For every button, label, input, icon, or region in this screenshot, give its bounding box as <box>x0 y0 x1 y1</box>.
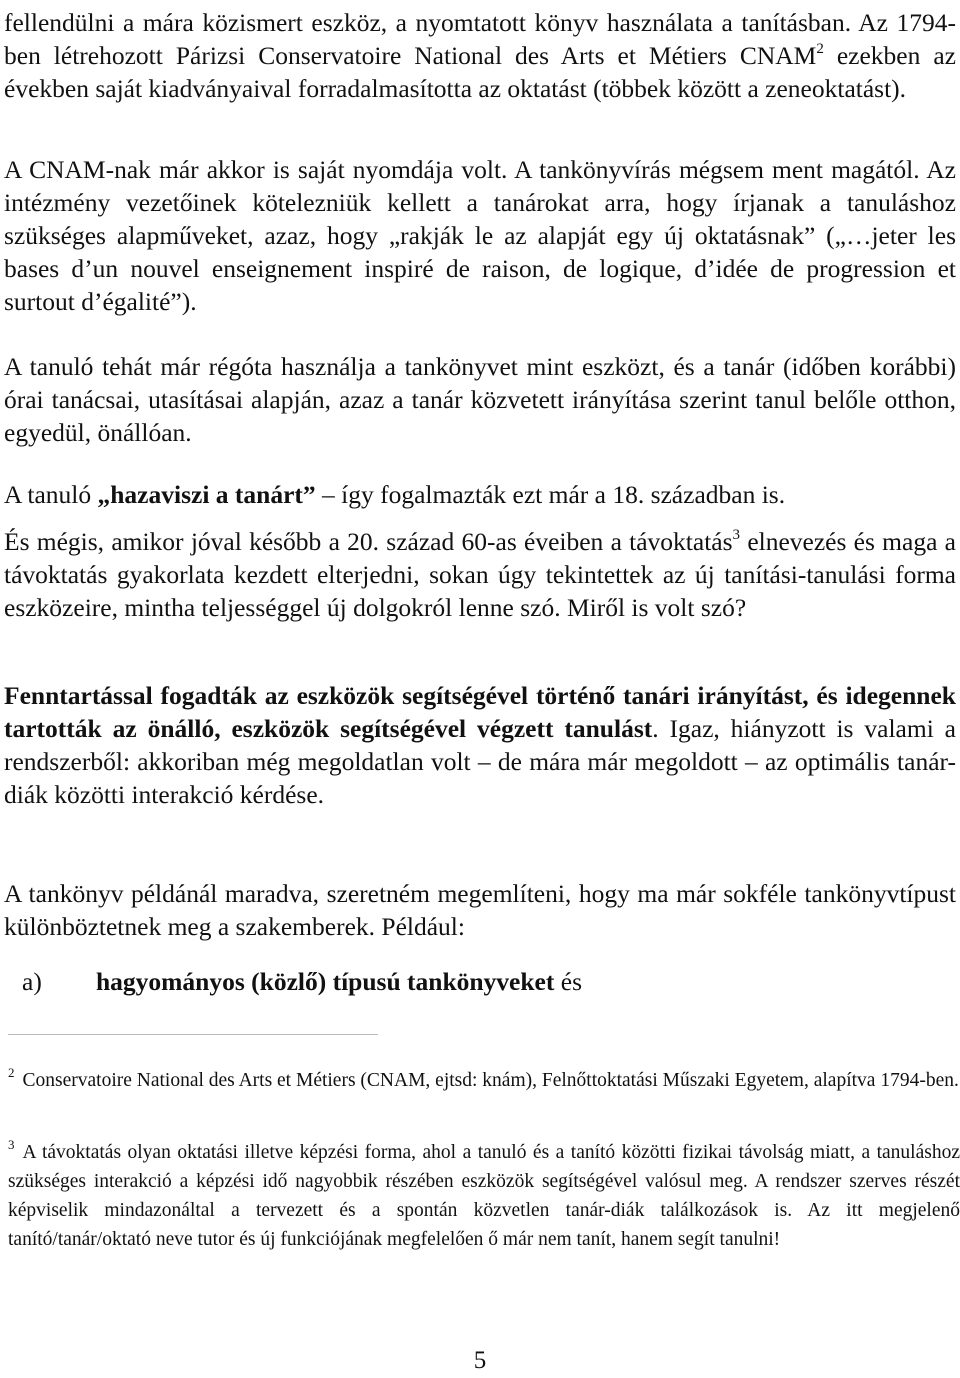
text-run: A tanuló <box>4 480 98 509</box>
list-item <box>22 965 952 998</box>
footnote-number: 2 <box>8 1065 15 1080</box>
footnote-ref-3[interactable]: 3 <box>732 527 741 543</box>
footnote-separator <box>8 1034 378 1035</box>
bold-quote: „hazaviszi a tanárt” <box>97 480 316 509</box>
text-run: – így fogalmazták ezt már a 18. században is. <box>315 480 786 509</box>
paragraph-reservation <box>4 679 956 811</box>
text-run: elnevezés és maga a távoktatás gyakorlata kezdett elterjedni, sokan úgy tekintettek az új tanítási-tanulási forma eszközeire, mintha teljességgel új dolgokról lenne szó. Miről is volt szó? <box>4 527 956 622</box>
paragraph-student-textbook: A tanuló tehát már régóta használja a tankönyvet mint eszközt, és a tanár (időben korábbi) órai tanácsai, utasításai alapján, azaz a tanár közvetett irányítása szerint tanul belőle otthon, egyedül, önállóan. <box>4 352 956 447</box>
text-run: fellendülni a mára közismert eszköz, a nyomtatott könyv használata a tanításban. Az 1794-ben létrehozott Párizsi Conservatoire National des Arts et Métiers CNAM <box>4 8 956 70</box>
paragraph-cnam-printing: A CNAM-nak már akkor is saját nyomdája volt. A tankönyvírás mégsem ment magától. Az intézmény vezetőinek kötelezniük kellett a tanárokat arra, hogy írjanak a tanuláshoz szükséges alapműveket, azaz, hogy „rakják le az alapját egy új oktatásnak” („…jeter les bases d’un nouvel enseignement inspiré de raison, de logique, d’idée de progression et surtout d’égalité”). <box>4 155 956 316</box>
text-run: És mégis, amikor jóval később a 20. század 60-as éveiben a távoktatás <box>4 527 733 556</box>
footnote-3 <box>8 1138 960 1254</box>
list-marker: a) <box>22 967 42 996</box>
paragraph-distance-learning <box>4 525 956 624</box>
footnote-number: 3 <box>8 1137 15 1152</box>
footnote-ref-2[interactable]: 2 <box>816 41 824 57</box>
paragraph-textbook-types: A tankönyv példánál maradva, szeretném megemlíteni, hogy ma már sokféle tankönyvtípust különböztetnek meg a szakemberek. Például: <box>4 879 956 941</box>
paragraph-take-home-teacher <box>4 478 956 511</box>
text-run: ezekben az években saját kiadványaival forradalmasította az oktatást (többek között a zeneoktatást). <box>4 41 956 103</box>
bold-statement: Fenntartással fogadták az eszközök segítségével történő tanári irányítást, és idegennek tartották az önálló, eszközök segítségével végzett tanulást <box>4 681 956 743</box>
footnote-2 <box>8 1066 960 1095</box>
footnote-text: A távoktatás olyan oktatási illetve képzési forma, ahol a tanuló és a tanító közötti fizikai távolság miatt, a tanuláshoz szükséges interakció a képzési idő nagyobbik részében eszközök segítségével valósul meg. A rendszer szerves részét képviselik mindazonáltal a tervezett és a spontán közvetlen tanár-diák találkozások is. Az itt megjelenő tanító/tanár/oktató neve tutor és új funkciójának megfelelően ő már nem tanít, hanem segít tanulni! <box>8 1142 960 1250</box>
text-run: . Igaz, hiányzott is valami a rendszerből: akkoriban még megoldatlan volt – de mára már megoldott – az optimális tanár-diák közötti interakció kérdése. <box>4 714 956 809</box>
list-item-text: és <box>554 967 582 996</box>
paragraph-cnam-intro <box>4 6 956 105</box>
footnote-text: Conservatoire National des Arts et Métiers (CNAM, ejtsd: knám), Felnőttoktatási Műszaki Egyetem, alapítva 1794-ben. <box>22 1070 959 1091</box>
list-item-bold: hagyományos (közlő) típusú tankönyveket <box>96 967 555 996</box>
page-number: 5 <box>473 1347 487 1374</box>
